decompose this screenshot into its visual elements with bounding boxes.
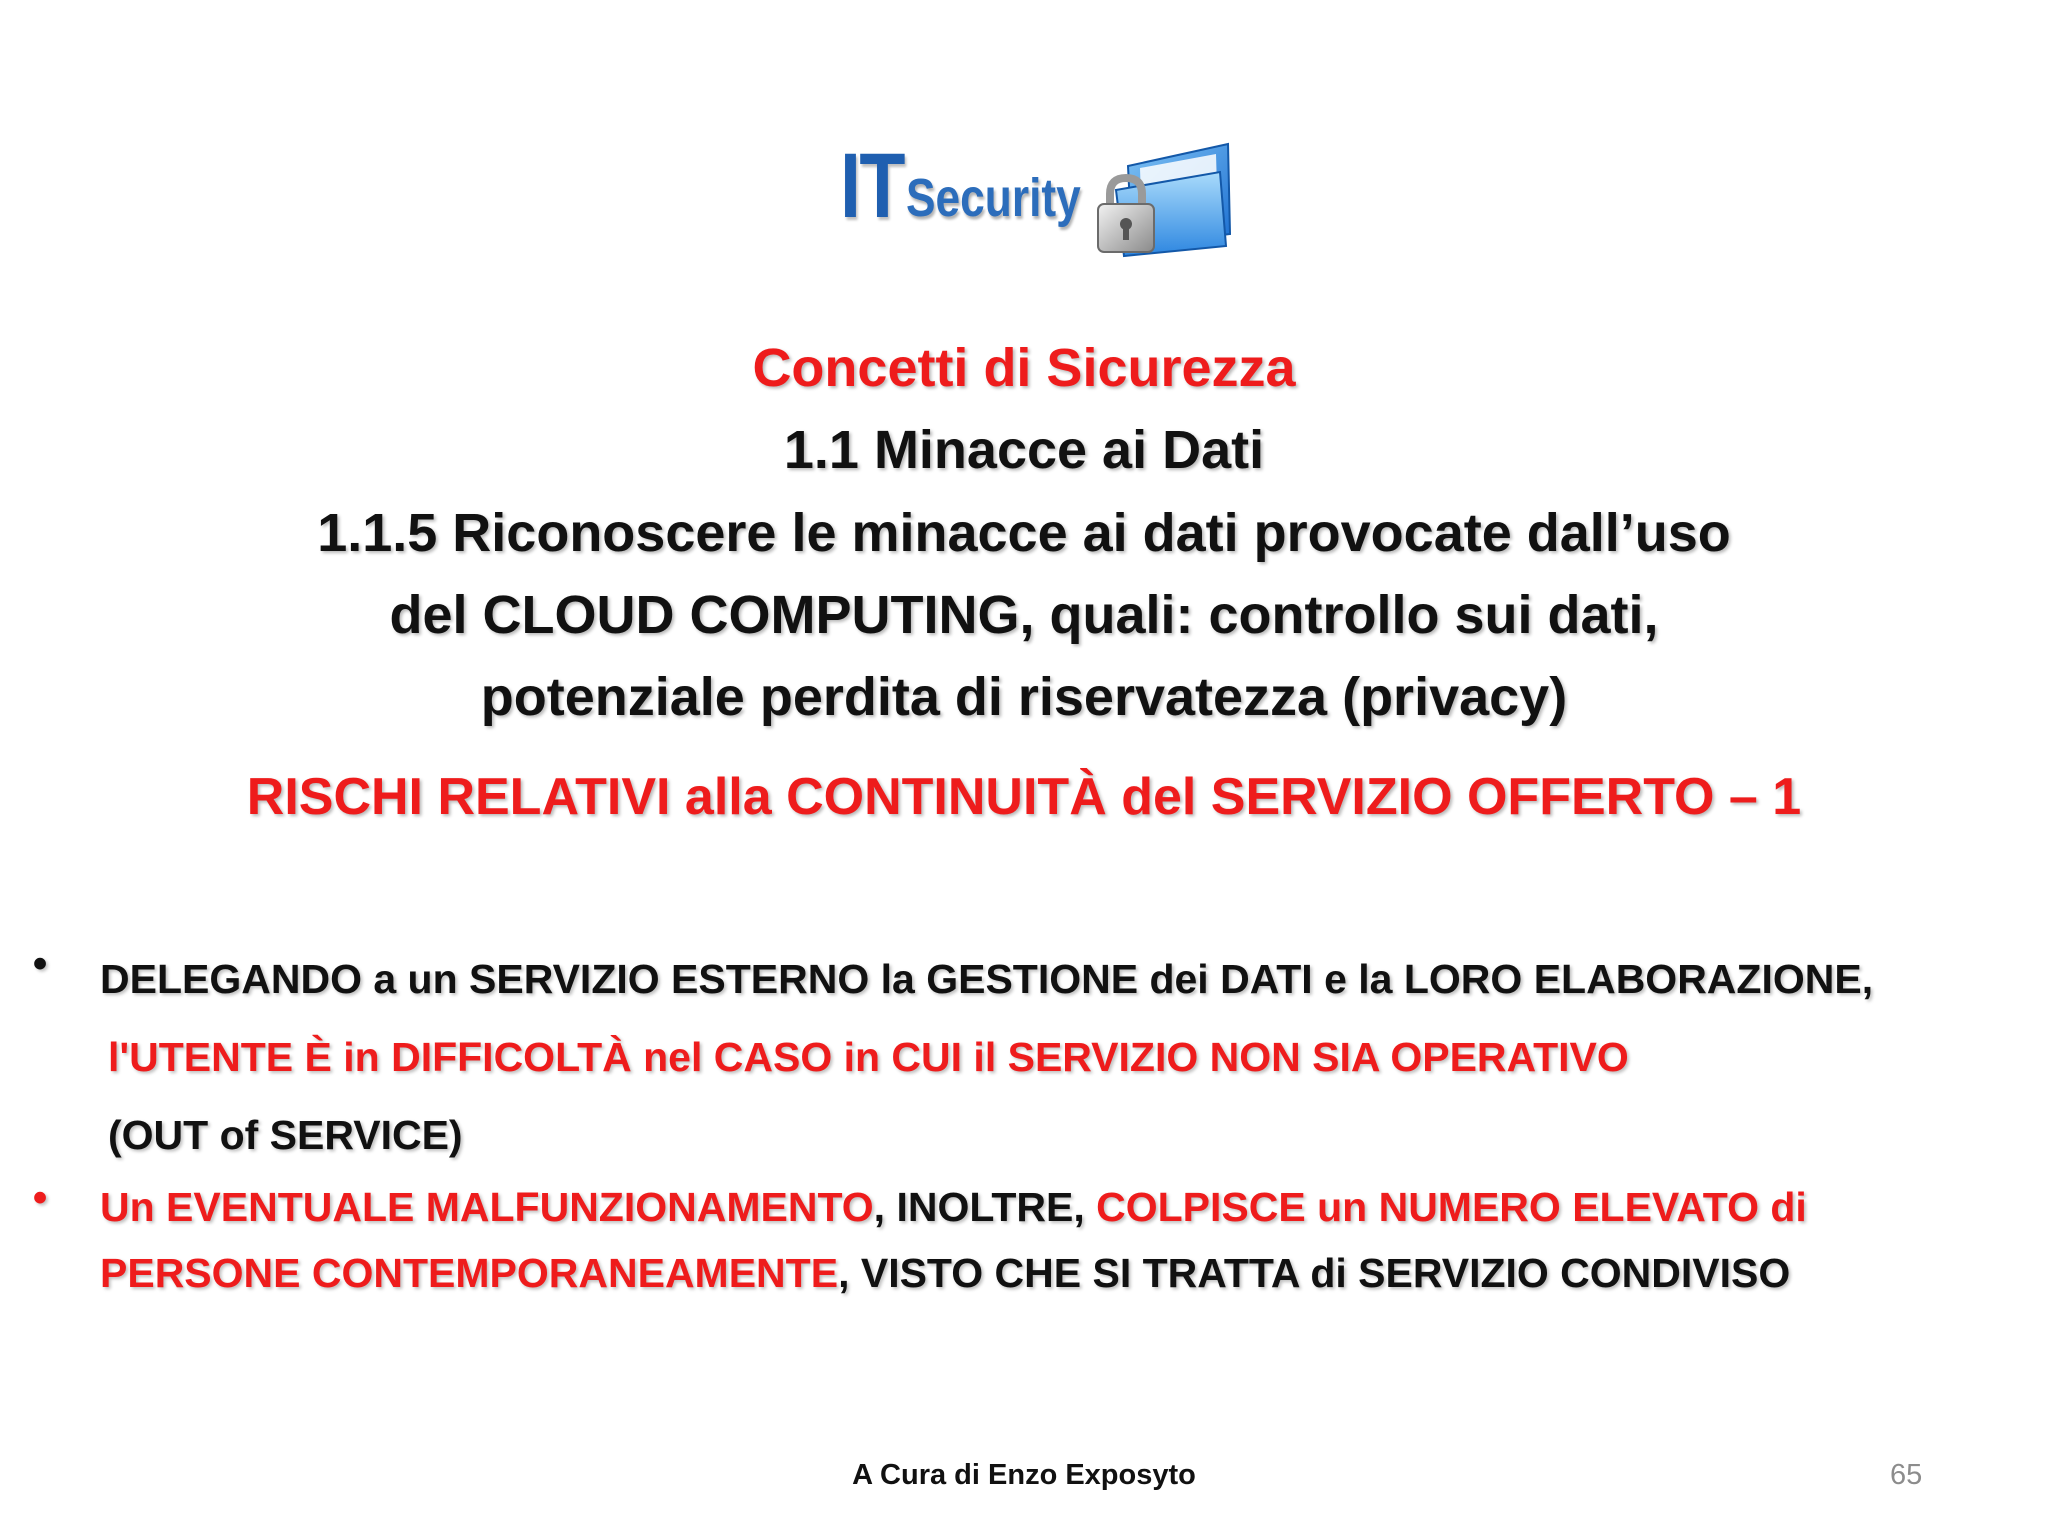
section-title: Concetti di Sicurezza: [752, 338, 1296, 398]
topic-title-line: del CLOUD COMPUTING, quali: controllo sui dati,: [389, 585, 1659, 645]
logo-it-text: IT: [840, 135, 904, 237]
topic-title-line: 1.1.5 Riconoscere le minacce ai dati provocate dall’uso: [317, 503, 1731, 563]
bullet-line: (OUT of SERVICE): [108, 1112, 463, 1158]
bullet-line: [100, 1174, 2030, 1240]
bullet-line: l'UTENTE È in DIFFICOLTÀ nel CASO in CUI il SERVIZIO NON SIA OPERATIVO: [108, 1034, 1629, 1080]
bullet-icon: •: [32, 940, 48, 986]
bullet-line: DELEGANDO a un SERVIZIO ESTERNO la GESTIONE dei DATI e la LORO ELABORAZIONE,: [100, 956, 1874, 1002]
bullet-line: [100, 1240, 2030, 1306]
list-item: [20, 1174, 2030, 1306]
bullet-icon: •: [32, 1174, 48, 1220]
topic-title: [0, 492, 2048, 738]
bullet-text-black: , VISTO CHE SI TRATTA di SERVIZIO CONDIVISO: [838, 1250, 1791, 1296]
page-number: 65: [1890, 1459, 1923, 1491]
topic-title-line: potenziale perdita di riservatezza (privacy): [480, 667, 1568, 727]
bullet-text-red: COLPISCE un NUMERO ELEVATO di: [1096, 1184, 1807, 1230]
bullet-text-red: PERSONE CONTEMPORANEAMENTE: [100, 1250, 839, 1296]
list-item: [20, 940, 2030, 1174]
folder-padlock-icon: [1088, 138, 1238, 258]
footer-author: A Cura di Enzo Exposyto: [852, 1459, 1196, 1491]
bullet-text-red: Un EVENTUALE MALFUNZIONAMENTO: [100, 1184, 874, 1230]
it-security-logo: [840, 135, 1240, 258]
bullet-list: [20, 940, 2030, 1306]
subsection-title: 1.1 Minacce ai Dati: [783, 420, 1265, 480]
slide-subtitle: RISCHI RELATIVI alla CONTINUITÀ del SERVIZIO OFFERTO – 1: [246, 768, 1802, 826]
bullet-text-black: , INOLTRE,: [873, 1184, 1097, 1230]
logo-security-text: Security: [906, 168, 1081, 228]
